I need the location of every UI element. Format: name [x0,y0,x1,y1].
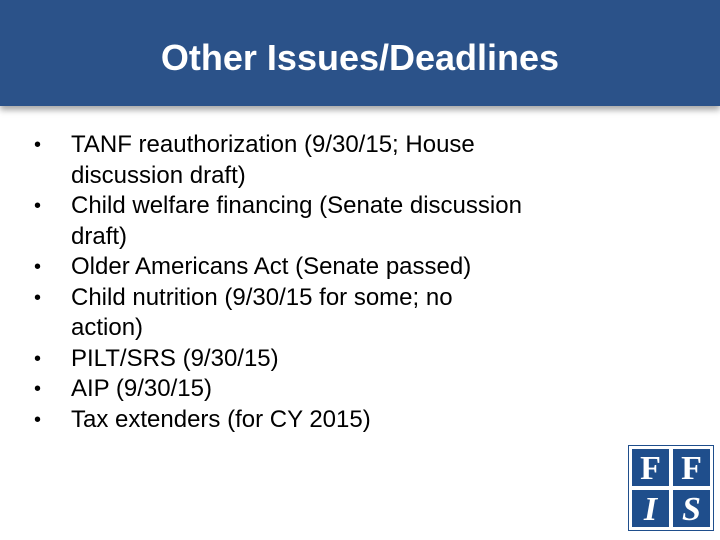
slide-title: Other Issues/Deadlines [160,37,560,78]
bullet-item-pilt-srs [30,344,590,375]
logo-letter-f2: F [681,450,702,487]
bullet-text-continued: draft) [71,222,128,250]
bullet-text: Tax extenders (for CY 2015) [71,405,371,433]
bullet-text: Older Americans Act (Senate passed) [71,253,472,280]
bullet-text-continued: discussion draft) [71,161,246,189]
bullet-item-older-americans-act [30,252,590,283]
bullet-dot: • [34,134,42,156]
bullet-dot: • [34,378,42,400]
logo-letter-s: S [682,491,701,528]
bullet-dot: • [34,347,42,370]
bullet-text: PILT/SRS (9/30/15) [71,344,279,372]
bullet-item-tax-extenders [30,405,590,436]
bullet-text: Child nutrition (9/30/15 for some; no [71,283,453,311]
bullet-list [30,130,590,435]
bullet-dot: • [34,286,42,309]
logo-letter-f1: F [640,450,661,487]
logo-letter-i: I [643,491,658,528]
bullet-item-aip [30,374,590,405]
bullet-dot: • [34,195,42,217]
title-bar [0,0,720,106]
bullet-item-tanf [30,130,590,191]
bullet-text-continued: action) [71,314,144,341]
ffis-logo [628,445,714,531]
bullet-dot: • [34,256,42,278]
bullet-text: TANF reauthorization (9/30/15; House [71,131,475,158]
bullet-text: AIP (9/30/15) [71,375,212,402]
bullet-dot: • [34,408,42,431]
bullet-item-child-welfare [30,191,590,252]
ffis-logo-graphic [629,446,713,530]
bullet-item-child-nutrition [30,283,590,344]
bullet-text: Child welfare financing (Senate discussion [71,192,522,219]
